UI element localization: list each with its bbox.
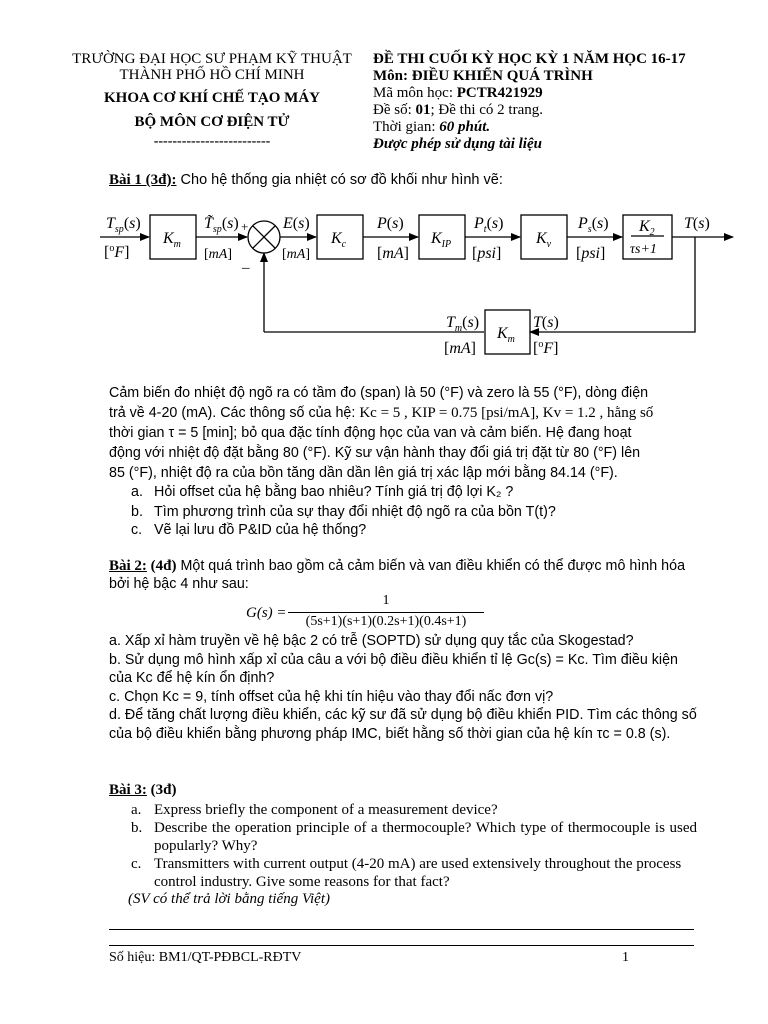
kc-label: $K_c$ <box>331 230 347 250</box>
tsp-label: $T_{sp}(s)$ <box>106 215 141 235</box>
kip-label: $K_{IP}$ <box>431 230 452 250</box>
formula-numerator: 1 <box>382 593 390 608</box>
unit-ma-feedback: [mA] <box>444 340 476 357</box>
k2-label: $K_2$ <box>639 218 655 238</box>
footer-rule-1 <box>109 929 694 930</box>
q2-title: Bài 2: <box>109 558 147 574</box>
q2-item-d: d. Để tăng chất lượng điều khiển, các kỹ sư đã sử dụng bộ điều khiển PID. Tìm các thông số của bộ điều khiển bằng phương pháp IMC, biết hằng số thời gian của hệ kín τc = 0.8 (s). <box>109 707 697 742</box>
q3-item-c <box>131 855 697 891</box>
q1-item-b <box>131 503 697 521</box>
unit-psi-1: [psi] <box>472 245 502 262</box>
q3-item-c-text: Transmitters with current output (4-20 mA) are used extensively throughout the process control industry. Give some reasons for that fact? <box>154 856 682 890</box>
q1-para-line-1: Cảm biến đo nhiệt độ ngõ ra có tầm đo (span) là 50 (°F) và zero là 55 (°F), dòng điện <box>109 385 649 401</box>
exam-pages: ; Đề thi có 2 trang. <box>430 102 543 118</box>
course-code-label: Mã môn học: <box>373 85 457 101</box>
unit-f-in: [$^o$F] <box>104 243 130 261</box>
page-number: 1 <box>622 950 629 965</box>
q1-item-c <box>131 521 697 539</box>
footer-code: Số hiệu: BM1/QT-PĐBCL-RĐTV <box>109 950 302 965</box>
q2-heading <box>109 557 697 593</box>
q3-item-a <box>131 801 697 819</box>
q1-para-line-2a: trả về 4-20 (mA). Các thông số của hệ: <box>109 405 356 421</box>
q2-questions <box>109 632 697 743</box>
tm-label: $T_m(s)$ <box>446 314 480 334</box>
unit-psi-2: [psi] <box>576 245 606 262</box>
q1-item-c-label: c. <box>131 522 143 538</box>
plus-sign: + <box>241 219 249 234</box>
q1-item-c-text: Vẽ lại lưu đồ P&ID của hệ thống? <box>154 522 367 538</box>
time-line <box>373 119 490 136</box>
subject-name: ĐIỀU KHIỂN QUÁ TRÌNH <box>411 68 593 84</box>
department-name: BỘ MÔN CƠ ĐIỆN TỬ <box>134 114 290 130</box>
q1-item-b-text: Tìm phương trình của sự thay đổi nhiệt độ ngõ ra của bồn T(t)? <box>154 504 556 520</box>
q2-item-c: c. Chọn Kc = 9, tính offset của hệ khi tín hiệu vào thay đổi nấc đơn vị? <box>109 688 554 705</box>
time-value: 60 phút. <box>439 119 491 135</box>
minus-sign: _ <box>242 255 250 271</box>
p-label: P(s) <box>377 215 404 232</box>
q3-item-a-text: Express briefly the component of a measurement device? <box>154 802 498 818</box>
q3-item-b-label: b. <box>131 820 143 836</box>
q1-item-b-label: b. <box>131 504 143 520</box>
kip-block <box>419 215 465 259</box>
q1-para-line-4: động với nhiệt độ đặt bằng 80 (°F). Kỹ sư vận hành thay đổi giá trị đặt từ 80 (°F) lên <box>109 445 641 461</box>
footer-rule-2 <box>109 945 694 946</box>
q2-intro: Một quá trình bao gồm cả cảm biến và van điều khiển có thể được mô hình hóa bởi hệ bậc 4 như sau: <box>109 558 686 592</box>
unit-ma-1: [mA] <box>204 247 233 262</box>
formula-denominator: (5s+1)(s+1)(0.2s+1)(0.4s+1) <box>305 614 467 629</box>
q1-heading <box>109 172 503 189</box>
q2-points: (4đ) <box>146 558 177 574</box>
kv-label: $K_v$ <box>536 230 552 250</box>
t-output-label: T(s) <box>684 215 710 232</box>
exam-number-line <box>373 102 543 119</box>
q1-item-a-label: a. <box>131 484 143 500</box>
q1-para-line-5: 85 (°F), nhiệt độ ra của bồn tăng dần dần lên giá trị xác lập mới bằng 84.14 (°F). <box>109 465 618 481</box>
q1-title: Bài 1 (3đ): <box>109 172 177 188</box>
faculty-name: KHOA CƠ KHÍ CHẾ TẠO MÁY <box>104 90 320 106</box>
course-code: PCTR421929 <box>456 85 543 101</box>
k2-denominator: τs+1 <box>630 242 657 257</box>
q3-points: (3đ) <box>146 782 177 798</box>
formula-bar <box>288 612 484 613</box>
q1-intro: Cho hệ thống gia nhiệt có sơ đồ khối như hình vẽ: <box>176 172 503 188</box>
exam-number-label: Đề số: <box>373 102 416 118</box>
q1-para-line-2 <box>109 403 697 423</box>
q3-heading <box>109 782 177 799</box>
t-feedback-label: T(s) <box>533 314 559 331</box>
q3-note: (SV có thể trả lời bằng tiếng Việt) <box>128 891 330 907</box>
subject-label: Môn: <box>373 68 412 84</box>
q1-paragraph <box>109 383 697 483</box>
q1-item-a <box>131 483 697 501</box>
pt-label: $P_t(s)$ <box>474 215 504 235</box>
subject-line <box>373 68 593 85</box>
exam-title: ĐỀ THI CUỐI KỲ HỌC KỲ 1 NĂM HỌC 16-17 <box>373 51 686 67</box>
exam-number: 01 <box>415 102 431 118</box>
q1-item-a-text: Hỏi offset của hệ bằng bao nhiêu? Tính giá trị độ lợi K₂ ? <box>154 484 514 500</box>
q3-item-a-label: a. <box>131 802 142 818</box>
q3-item-b-text: Describe the operation principle of a thermocouple? Which type of thermocouple is used popularly? Why? <box>154 820 697 854</box>
documents-allowed: Được phép sử dụng tài liệu <box>373 136 542 152</box>
university-name: TRƯỜNG ĐẠI HỌC SƯ PHẠM KỸ THUẬT <box>72 51 352 67</box>
q2-item-a: a. Xấp xỉ hàm truyền về hệ bậc 2 có trễ (SOPTD) sử dụng quy tắc của Skogestad? <box>109 633 634 649</box>
course-code-line <box>373 85 543 102</box>
e-label: E(s) <box>283 215 310 232</box>
q3-item-c-label: c. <box>131 856 142 872</box>
q1-para-line-3: thời gian τ = 5 [min]; bỏ qua đặc tính động học của van và cảm biến. Hệ đang hoạt <box>109 425 632 441</box>
city-name: THÀNH PHỐ HỒ CHÍ MINH <box>119 67 305 83</box>
q2-item-b: b. Sử dụng mô hình xấp xỉ của câu a với bộ điều điều khiển tỉ lệ Gc(s) = Kc. Tìm điều kiện của Kc để hệ kín ổn định? <box>109 651 679 686</box>
unit-ma-3: [mA] <box>377 245 409 262</box>
q3-item-b <box>131 819 697 855</box>
time-label: Thời gian: <box>373 119 440 135</box>
unit-f-feedback: [$^o$F] <box>533 339 559 357</box>
km-feedback-label: $K_m$ <box>497 325 515 345</box>
ps-label: $P_s(s)$ <box>578 215 609 235</box>
q3-title: Bài 3: <box>109 782 147 798</box>
km-label: $K_m$ <box>163 230 181 250</box>
formula-lhs: G(s) = <box>246 605 287 621</box>
header-divider: ------------------------- <box>153 134 271 149</box>
block-diagram <box>0 195 768 375</box>
q1-params: Kc = 5 , KIP = 0.75 [psi/mA], Kv = 1.2 , hằng số <box>359 405 654 421</box>
unit-ma-2: [mA] <box>282 247 311 262</box>
tsp-tilde-label: $T̃_{sp}(s)$ <box>204 215 239 235</box>
